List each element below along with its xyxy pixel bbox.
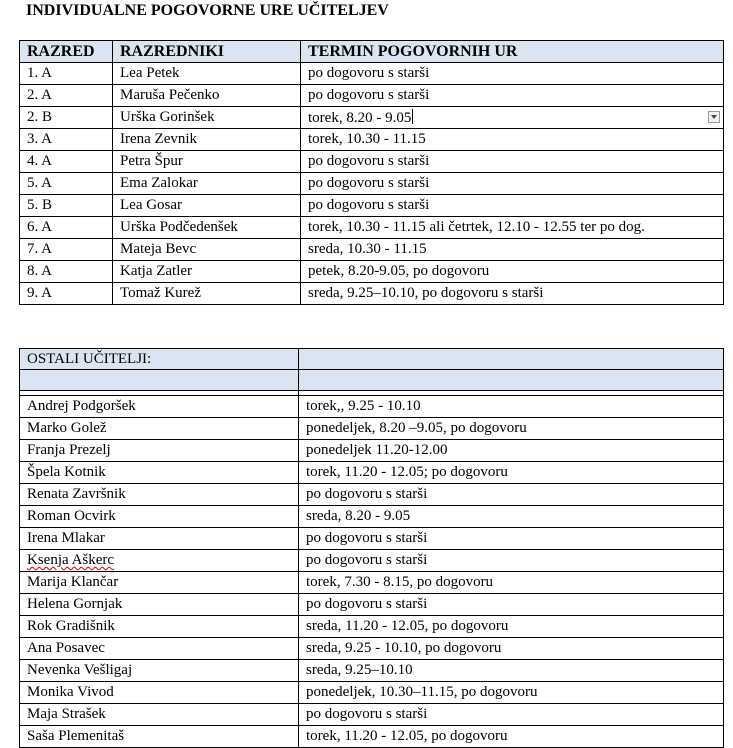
class-cell[interactable]: 9. A [20,283,113,305]
class-teachers-table [19,40,724,305]
schedule-cell[interactable]: po dogovoru s starši [299,704,724,726]
table-row [20,173,724,195]
schedule-cell-active[interactable] [301,107,724,129]
schedule-cell[interactable]: sreda, 10.30 - 11.15 [301,239,724,261]
table-row [20,682,724,704]
table-row [20,396,724,418]
schedule-cell[interactable]: torek, 7.30 - 8.15, po dogovoru [299,572,724,594]
table-row [20,217,724,239]
class-cell[interactable]: 7. A [20,239,113,261]
table-row [20,63,724,85]
class-cell[interactable]: 6. A [20,217,113,239]
table-row [20,418,724,440]
class-cell[interactable]: 5. B [20,195,113,217]
table-row [20,462,724,484]
teacher-cell[interactable]: Nevenka Vešligaj [20,660,299,682]
teacher-cell[interactable]: Franja Prezelj [20,440,299,462]
schedule-cell[interactable]: po dogovoru s starši [301,173,724,195]
schedule-cell[interactable]: ponedeljek 11.20-12.00 [299,440,724,462]
schedule-cell[interactable]: sreda, 9.25 - 10.10, po dogovoru [299,638,724,660]
table-row [20,704,724,726]
table-row [20,283,724,305]
header-class: RAZRED [20,41,113,63]
document-title: INDIVIDUALNE POGOVORNE URE UČITELJEV [26,2,389,19]
teacher-cell[interactable]: Rok Gradišnik [20,616,299,638]
teacher-cell[interactable]: Andrej Podgoršek [20,396,299,418]
teacher-cell[interactable]: Urška Gorinšek [113,107,301,129]
table-row [20,660,724,682]
class-cell[interactable]: 3. A [20,129,113,151]
table-row [20,572,724,594]
table-row [20,506,724,528]
schedule-cell[interactable]: sreda, 9.25–10.10 [299,660,724,682]
table-row [20,85,724,107]
schedule-cell[interactable]: po dogovoru s starši [299,528,724,550]
teacher-cell[interactable]: Irena Zevnik [113,129,301,151]
schedule-cell[interactable]: ponedeljek, 8.20 –9.05, po dogovoru [299,418,724,440]
teacher-cell[interactable]: Ana Posavec [20,638,299,660]
schedule-cell[interactable]: torek, 10.30 - 11.15 [301,129,724,151]
table-row [20,129,724,151]
header-schedule: TERMIN POGOVORNIH UR [301,41,724,63]
table-row [20,528,724,550]
teacher-cell[interactable]: Helena Gornjak [20,594,299,616]
empty-header-cell [299,349,724,370]
teacher-cell[interactable]: Monika Vivod [20,682,299,704]
teacher-cell[interactable]: Špela Kotnik [20,462,299,484]
teacher-cell[interactable]: Saša Plemenitaš [20,726,299,748]
schedule-cell[interactable]: ponedeljek, 10.30–11.15, po dogovoru [299,682,724,704]
schedule-cell[interactable]: po dogovoru s starši [301,85,724,107]
table-row [20,484,724,506]
teacher-cell[interactable]: Katja Zatler [113,261,301,283]
table-row [20,151,724,173]
teacher-cell[interactable]: Ema Zalokar [113,173,301,195]
table-row [20,261,724,283]
spellcheck-underlined-text: Ksenja Aškerc [27,552,115,568]
other-teachers-heading: OSTALI UČITELJI: [20,349,299,370]
table-row [20,195,724,217]
table-row [20,550,724,572]
schedule-cell[interactable]: sreda, 9.25–10.10, po dogovoru s starši [301,283,724,305]
teacher-cell[interactable]: Maja Strašek [20,704,299,726]
table-row [20,107,724,129]
teacher-cell[interactable]: Tomaž Kurež [113,283,301,305]
teacher-cell[interactable]: Marija Klančar [20,572,299,594]
spacer-row [20,370,724,391]
class-cell[interactable]: 5. A [20,173,113,195]
other-teachers-table [19,348,724,748]
class-cell[interactable]: 8. A [20,261,113,283]
teacher-cell[interactable]: Maruša Pečenko [113,85,301,107]
schedule-text: torek, 8.20 - 9.05 [308,109,412,126]
teacher-cell[interactable]: Renata Završnik [20,484,299,506]
teacher-cell[interactable]: Marko Golež [20,418,299,440]
table-row [20,616,724,638]
schedule-cell[interactable]: torek, 10.30 - 11.15 ali četrtek, 12.10 - 12.55 ter po dog. [301,217,724,239]
schedule-cell[interactable]: po dogovoru s starši [301,63,724,85]
schedule-cell[interactable]: po dogovoru s starši [301,151,724,173]
schedule-cell[interactable]: sreda, 11.20 - 12.05, po dogovoru [299,616,724,638]
table-row [20,440,724,462]
class-cell[interactable]: 4. A [20,151,113,173]
schedule-cell[interactable]: po dogovoru s starši [299,484,724,506]
teacher-cell[interactable]: Lea Gosar [113,195,301,217]
empty-cell [299,370,724,391]
table-row [20,638,724,660]
schedule-cell[interactable]: po dogovoru s starši [301,195,724,217]
dropdown-arrow-icon[interactable] [708,111,720,123]
teacher-cell[interactable]: Petra Špur [113,151,301,173]
table-row [20,726,724,748]
class-cell[interactable]: 2. A [20,85,113,107]
empty-cell [20,370,299,391]
table-header-row [20,349,724,370]
teacher-cell[interactable]: Urška Podčedenšek [113,217,301,239]
teacher-cell[interactable]: Roman Ocvirk [20,506,299,528]
table-header-row [20,41,724,63]
teacher-cell[interactable]: Irena Mlakar [20,528,299,550]
table-row [20,594,724,616]
header-teachers: RAZREDNIKI [113,41,301,63]
class-cell[interactable]: 1. A [20,63,113,85]
schedule-cell[interactable]: torek, 11.20 - 12.05, po dogovoru [299,726,724,748]
teacher-cell[interactable]: Lea Petek [113,63,301,85]
schedule-cell[interactable]: torek, 11.20 - 12.05; po dogovoru [299,462,724,484]
teacher-cell[interactable] [20,550,299,572]
schedule-cell[interactable]: po dogovoru s starši [299,550,724,572]
schedule-cell[interactable]: petek, 8.20-9.05, po dogovoru [301,261,724,283]
table-row [20,239,724,261]
teacher-cell[interactable]: Mateja Bevc [113,239,301,261]
schedule-cell[interactable]: sreda, 8.20 - 9.05 [299,506,724,528]
class-cell[interactable]: 2. B [20,107,113,129]
text-cursor [412,109,413,124]
schedule-cell[interactable]: torek,, 9.25 - 10.10 [299,396,724,418]
schedule-cell[interactable]: po dogovoru s starši [299,594,724,616]
